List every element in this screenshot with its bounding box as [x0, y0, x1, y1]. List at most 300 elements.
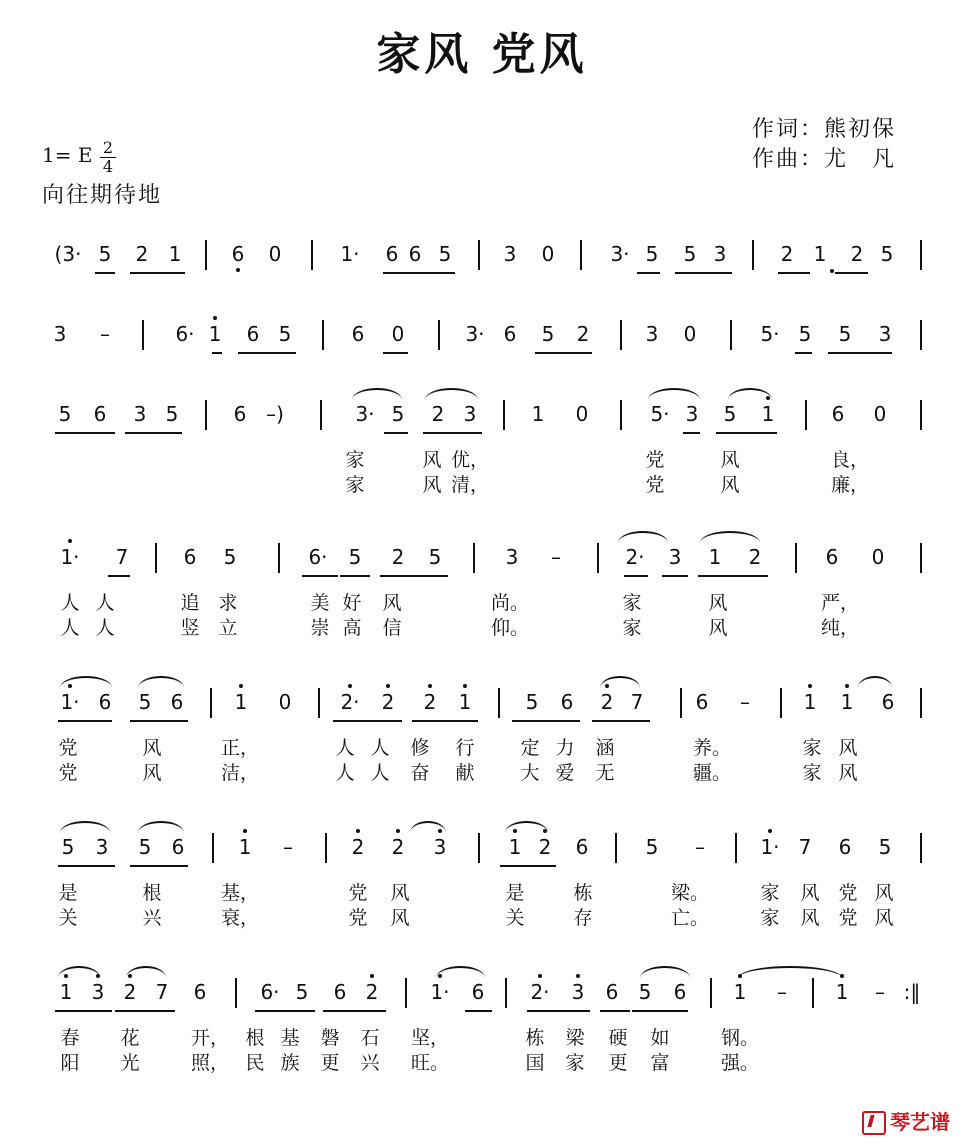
note: 5· — [760, 322, 780, 346]
time-signature-bottom: 4 — [102, 157, 114, 176]
note: 5 — [278, 322, 292, 346]
bar-line — [752, 240, 754, 270]
note: 5 — [438, 242, 452, 266]
lyric-verse-1: 梁。 — [670, 882, 710, 904]
note: 6 — [351, 322, 365, 346]
note: 3 — [433, 835, 447, 859]
lyric-verse-2: 大 — [520, 762, 540, 784]
beam-underline — [716, 432, 777, 434]
slur — [436, 966, 485, 978]
lyric-verse-2: 关 — [58, 907, 78, 929]
note: 1 — [168, 242, 182, 266]
lyric-verse-2: 光 — [120, 1052, 140, 1074]
note: 0 — [873, 402, 887, 426]
beam-underline — [255, 1010, 315, 1012]
lyric-verse-1: 党 — [838, 882, 858, 904]
beam-underline — [130, 720, 188, 722]
beam-underline — [675, 272, 732, 274]
lyric-verse-2: 信 — [382, 617, 402, 639]
lyric-verse-1: 风 — [708, 592, 728, 614]
octave-dot — [538, 974, 542, 978]
lyric-verse-1: 党 — [348, 882, 368, 904]
lyric-verse-1: 是 — [58, 882, 78, 904]
note: 6 — [233, 402, 247, 426]
note: 1 — [840, 690, 854, 714]
lyric-verse-1: 追 — [180, 592, 200, 614]
octave-dot — [766, 396, 770, 400]
octave-dot — [213, 316, 217, 320]
note: 2 — [576, 322, 590, 346]
lyric-verse-2: 人 — [60, 617, 80, 639]
bar-line — [325, 833, 327, 863]
beam-underline — [125, 432, 182, 434]
beam-underline — [55, 1010, 112, 1012]
lyricist-credit: 作词：熊初保 — [752, 117, 897, 142]
note: 7 — [798, 835, 812, 859]
bar-line — [438, 320, 440, 350]
octave-dot — [64, 974, 68, 978]
slur — [648, 388, 700, 400]
lyric-verse-2: 仰。 — [490, 617, 530, 639]
bar-line — [920, 320, 922, 350]
octave-dot — [438, 974, 442, 978]
note: 1 — [531, 402, 545, 426]
octave-dot — [68, 539, 72, 543]
note: – — [740, 690, 750, 714]
bar-line — [503, 400, 505, 430]
lyric-verse-2: 富 — [650, 1052, 670, 1074]
note: 6 — [673, 980, 687, 1004]
note: 5 — [98, 242, 112, 266]
beam-underline — [115, 1010, 175, 1012]
octave-dot — [236, 268, 240, 272]
lyric-verse-2: 献 — [455, 762, 475, 784]
beam-underline — [592, 720, 650, 722]
lyric-verse-2: 旺。 — [410, 1052, 450, 1074]
note: 5 — [295, 980, 309, 1004]
lyric-verse-2: 家 — [802, 762, 822, 784]
lyric-verse-1: 力 — [555, 737, 575, 759]
lyric-verse-2: 家 — [565, 1052, 585, 1074]
bar-line — [805, 400, 807, 430]
beam-underline — [828, 352, 892, 354]
note: 1· — [340, 242, 360, 266]
lyric-verse-2: 兴 — [360, 1052, 380, 1074]
note: 1 — [813, 242, 827, 266]
lyric-verse-2: 风 — [708, 617, 728, 639]
note: 1· — [430, 980, 450, 1004]
bar-line — [620, 320, 622, 350]
note: 5 — [838, 322, 852, 346]
bar-line — [920, 833, 922, 863]
lyric-verse-2: 风 — [720, 474, 740, 496]
note: 6 — [98, 690, 112, 714]
note: 3 — [463, 402, 477, 426]
slur — [60, 821, 110, 833]
octave-dot — [808, 684, 812, 688]
lyric-verse-1: 开， — [190, 1027, 230, 1049]
bar-line — [812, 978, 814, 1008]
note: 5 — [541, 322, 555, 346]
slur — [858, 676, 892, 688]
note: 0 — [278, 690, 292, 714]
beam-underline — [412, 720, 478, 722]
bar-line — [478, 833, 480, 863]
lyric-verse-2: 族 — [280, 1052, 300, 1074]
note: 7 — [155, 980, 169, 1004]
lyric-verse-1: 磐 — [320, 1027, 340, 1049]
octave-dot — [348, 684, 352, 688]
bar-line — [478, 240, 480, 270]
lyric-verse-1: 如 — [650, 1027, 670, 1049]
beam-underline — [624, 575, 648, 577]
note: 2· — [340, 690, 360, 714]
lyric-verse-2: 奋 — [410, 762, 430, 784]
bar-line — [142, 320, 144, 350]
note: 5 — [61, 835, 75, 859]
note: 2 — [351, 835, 365, 859]
beam-underline — [55, 432, 115, 434]
lyric-verse-2: 人 — [95, 617, 115, 639]
note: – — [695, 835, 705, 859]
lyric-verse-2: 清， — [450, 474, 490, 496]
lyric-verse-1: 家 — [760, 882, 780, 904]
lyric-verse-2: 家 — [622, 617, 642, 639]
lyric-verse-1: 风 — [142, 737, 162, 759]
octave-dot — [68, 684, 72, 688]
lyric-verse-1: 风 — [874, 882, 894, 904]
bar-line — [920, 688, 922, 718]
note: 5 — [525, 690, 539, 714]
lyric-verse-1: 栋 — [525, 1027, 545, 1049]
lyric-verse-2: 无 — [595, 762, 615, 784]
composer-credit: 作曲：尤 凡 — [752, 147, 897, 172]
lyric-verse-2: 兴 — [142, 907, 162, 929]
lyric-verse-1: 根 — [245, 1027, 265, 1049]
beam-underline — [662, 575, 688, 577]
note: 3 — [91, 980, 105, 1004]
lyric-verse-2: 党 — [348, 907, 368, 929]
beam-underline — [212, 352, 222, 354]
bar-line — [155, 543, 157, 573]
note: 6 — [385, 242, 399, 266]
note: 3 — [713, 242, 727, 266]
lyric-verse-1: 养。 — [692, 737, 732, 759]
lyric-verse-2: 党 — [58, 762, 78, 784]
note: 2· — [530, 980, 550, 1004]
lyric-verse-2: 洁， — [220, 762, 260, 784]
note: 7 — [630, 690, 644, 714]
lyric-verse-2: 风 — [422, 474, 442, 496]
bar-line — [205, 400, 207, 430]
octave-dot — [738, 974, 742, 978]
song-title: 家风 党风 — [376, 29, 588, 80]
beam-underline — [632, 1010, 688, 1012]
lyric-verse-2: 风 — [390, 907, 410, 929]
bar-line — [735, 833, 737, 863]
lyric-verse-1: 栋 — [573, 882, 593, 904]
bar-line — [498, 688, 500, 718]
beam-underline — [637, 272, 660, 274]
lyric-verse-1: 行 — [455, 737, 475, 759]
note: – — [100, 322, 110, 346]
note: 6 — [825, 545, 839, 569]
lyric-verse-2: 照， — [190, 1052, 230, 1074]
note: 1 — [238, 835, 252, 859]
note: 5 — [638, 980, 652, 1004]
octave-dot — [239, 684, 243, 688]
note: 5 — [138, 835, 152, 859]
note: 3 — [571, 980, 585, 1004]
note: 5 — [58, 402, 72, 426]
note: 1· — [60, 690, 80, 714]
bar-line — [795, 543, 797, 573]
lyric-verse-1: 风 — [838, 737, 858, 759]
note: 7 — [115, 545, 129, 569]
lyric-verse-2: 崇 — [310, 617, 330, 639]
slur — [640, 966, 690, 978]
beam-underline — [512, 720, 580, 722]
beam-underline — [58, 720, 112, 722]
lyric-verse-1: 风 — [390, 882, 410, 904]
note: 2 — [780, 242, 794, 266]
beam-underline — [372, 720, 402, 722]
note: 2 — [123, 980, 137, 1004]
lyric-verse-2: 更 — [608, 1052, 628, 1074]
lyric-verse-1: 优， — [450, 449, 490, 471]
octave-dot — [845, 684, 849, 688]
note: – — [283, 835, 293, 859]
note: 5 — [348, 545, 362, 569]
lyric-verse-2: 民 — [245, 1052, 265, 1074]
bar-line — [920, 400, 922, 430]
octave-dot — [513, 829, 517, 833]
lyric-verse-2: 纯， — [820, 617, 860, 639]
bar-line — [210, 688, 212, 718]
lyric-verse-1: 风 — [382, 592, 402, 614]
slur — [618, 531, 668, 543]
lyric-verse-1: 涵 — [595, 737, 615, 759]
lyric-verse-2: 党 — [645, 474, 665, 496]
note: 2· — [625, 545, 645, 569]
note: 2 — [135, 242, 149, 266]
lyric-verse-1: 尚。 — [490, 592, 530, 614]
lyric-verse-2: 阳 — [60, 1052, 80, 1074]
beam-underline — [130, 272, 185, 274]
lyric-verse-1: 风 — [422, 449, 442, 471]
lyric-verse-1: 修 — [410, 737, 430, 759]
note: 0 — [541, 242, 555, 266]
octave-dot — [576, 974, 580, 978]
slur — [126, 966, 166, 978]
bar-line — [620, 400, 622, 430]
slur — [700, 531, 760, 543]
note: 6 — [333, 980, 347, 1004]
note: 1· — [60, 545, 80, 569]
lyric-verse-2: 人 — [370, 762, 390, 784]
bar-line — [615, 833, 617, 863]
octave-dot — [428, 684, 432, 688]
beam-underline — [340, 575, 370, 577]
beam-underline — [500, 865, 556, 867]
lyric-verse-2: 立 — [218, 617, 238, 639]
bar-line — [473, 543, 475, 573]
note: 6 — [503, 322, 517, 346]
note: 0 — [683, 322, 697, 346]
lyric-verse-1: 人 — [60, 592, 80, 614]
beam-underline — [465, 1010, 492, 1012]
beam-underline — [58, 865, 115, 867]
note: 1 — [458, 690, 472, 714]
beam-underline — [323, 1010, 386, 1012]
slur — [738, 966, 842, 978]
lyric-verse-1: 定 — [520, 737, 540, 759]
note: 1 — [761, 402, 775, 426]
slur — [352, 388, 402, 400]
note: 5 — [683, 242, 697, 266]
note: 2 — [600, 690, 614, 714]
note: 1 — [208, 322, 222, 346]
note: – — [777, 980, 787, 1004]
lyric-verse-2: 亡。 — [670, 907, 710, 929]
lyric-verse-1: 春 — [60, 1027, 80, 1049]
lyric-verse-2: 廉， — [830, 474, 870, 496]
note: 1 — [708, 545, 722, 569]
lyric-verse-1: 基， — [220, 882, 260, 904]
note: 5 — [645, 242, 659, 266]
note: 5 — [880, 242, 894, 266]
note: 2 — [391, 835, 405, 859]
note: – — [875, 980, 885, 1004]
note: 5 — [798, 322, 812, 346]
beam-underline — [108, 575, 130, 577]
note: 0 — [391, 322, 405, 346]
bar-line — [920, 543, 922, 573]
lyric-verse-2: 家 — [760, 907, 780, 929]
lyric-verse-1: 求 — [218, 592, 238, 614]
beam-underline — [238, 352, 296, 354]
note: 6 — [575, 835, 589, 859]
beam-underline — [383, 352, 408, 354]
lyric-verse-1: 是 — [505, 882, 525, 904]
note: 5 — [138, 690, 152, 714]
note: 6 — [881, 690, 895, 714]
beam-underline — [527, 1010, 590, 1012]
key-signature: 1= E — [42, 143, 93, 167]
beam-underline — [423, 432, 482, 434]
octave-dot — [605, 684, 609, 688]
note: 5 — [878, 835, 892, 859]
note: 6 — [838, 835, 852, 859]
note: (3· — [54, 242, 82, 266]
note: 0 — [871, 545, 885, 569]
beam-underline — [795, 352, 812, 354]
bar-line — [505, 978, 507, 1008]
lyric-verse-1: 美 — [310, 592, 330, 614]
bar-line — [780, 688, 782, 718]
slur — [138, 676, 184, 688]
note: 5 — [165, 402, 179, 426]
bar-line — [730, 320, 732, 350]
lyric-verse-2: 风 — [800, 907, 820, 929]
note: 6 — [183, 545, 197, 569]
note: 2 — [365, 980, 379, 1004]
lyric-verse-2: 风 — [874, 907, 894, 929]
note: 3 — [668, 545, 682, 569]
note: 6 — [408, 242, 422, 266]
note: 2 — [423, 690, 437, 714]
octave-dot — [463, 684, 467, 688]
note: 1 — [508, 835, 522, 859]
octave-dot — [128, 974, 132, 978]
note: 3 — [505, 545, 519, 569]
lyric-verse-1: 人 — [335, 737, 355, 759]
bar-line — [278, 543, 280, 573]
lyric-verse-2: 国 — [525, 1052, 545, 1074]
note: 3 — [133, 402, 147, 426]
slur — [138, 821, 184, 833]
lyric-verse-1: 严， — [820, 592, 860, 614]
octave-dot — [830, 269, 834, 273]
note: 1 — [234, 690, 248, 714]
note: 6 — [170, 690, 184, 714]
bar-line — [212, 833, 214, 863]
bar-line — [680, 688, 682, 718]
logo-text: 琴艺谱 — [890, 1109, 950, 1134]
note: 2 — [431, 402, 445, 426]
bar-line — [311, 240, 313, 270]
beam-underline — [778, 272, 810, 274]
time-signature-top: 2 — [102, 138, 114, 157]
octave-dot — [768, 829, 772, 833]
lyric-verse-1: 党 — [58, 737, 78, 759]
note: 3 — [95, 835, 109, 859]
note: 3 — [878, 322, 892, 346]
octave-dot — [396, 829, 400, 833]
lyric-verse-2: 风 — [142, 762, 162, 784]
slur — [425, 388, 478, 400]
note: 0 — [575, 402, 589, 426]
bar-line — [597, 543, 599, 573]
lyric-verse-1: 好 — [342, 592, 362, 614]
beam-underline — [535, 352, 592, 354]
note: 2 — [391, 545, 405, 569]
bar-line — [235, 978, 237, 1008]
beam-underline — [600, 1010, 630, 1012]
note: 3· — [465, 322, 485, 346]
note: 5· — [650, 402, 670, 426]
beam-underline — [835, 272, 868, 274]
note: 3· — [355, 402, 375, 426]
note: 6 — [471, 980, 485, 1004]
note: :‖ — [903, 980, 921, 1004]
lyric-verse-1: 人 — [95, 592, 115, 614]
note: 6· — [260, 980, 280, 1004]
lyric-verse-2: 家 — [345, 474, 365, 496]
note: 5 — [645, 835, 659, 859]
octave-dot — [386, 684, 390, 688]
lyric-verse-1: 坚， — [410, 1027, 450, 1049]
note: 6· — [175, 322, 195, 346]
beam-underline — [302, 575, 338, 577]
slur — [505, 821, 548, 833]
lyric-verse-1: 风 — [800, 882, 820, 904]
beam-underline — [95, 272, 115, 274]
note: 2 — [381, 690, 395, 714]
note: 6 — [831, 402, 845, 426]
lyric-verse-1: 党 — [645, 449, 665, 471]
lyric-verse-2: 更 — [320, 1052, 340, 1074]
